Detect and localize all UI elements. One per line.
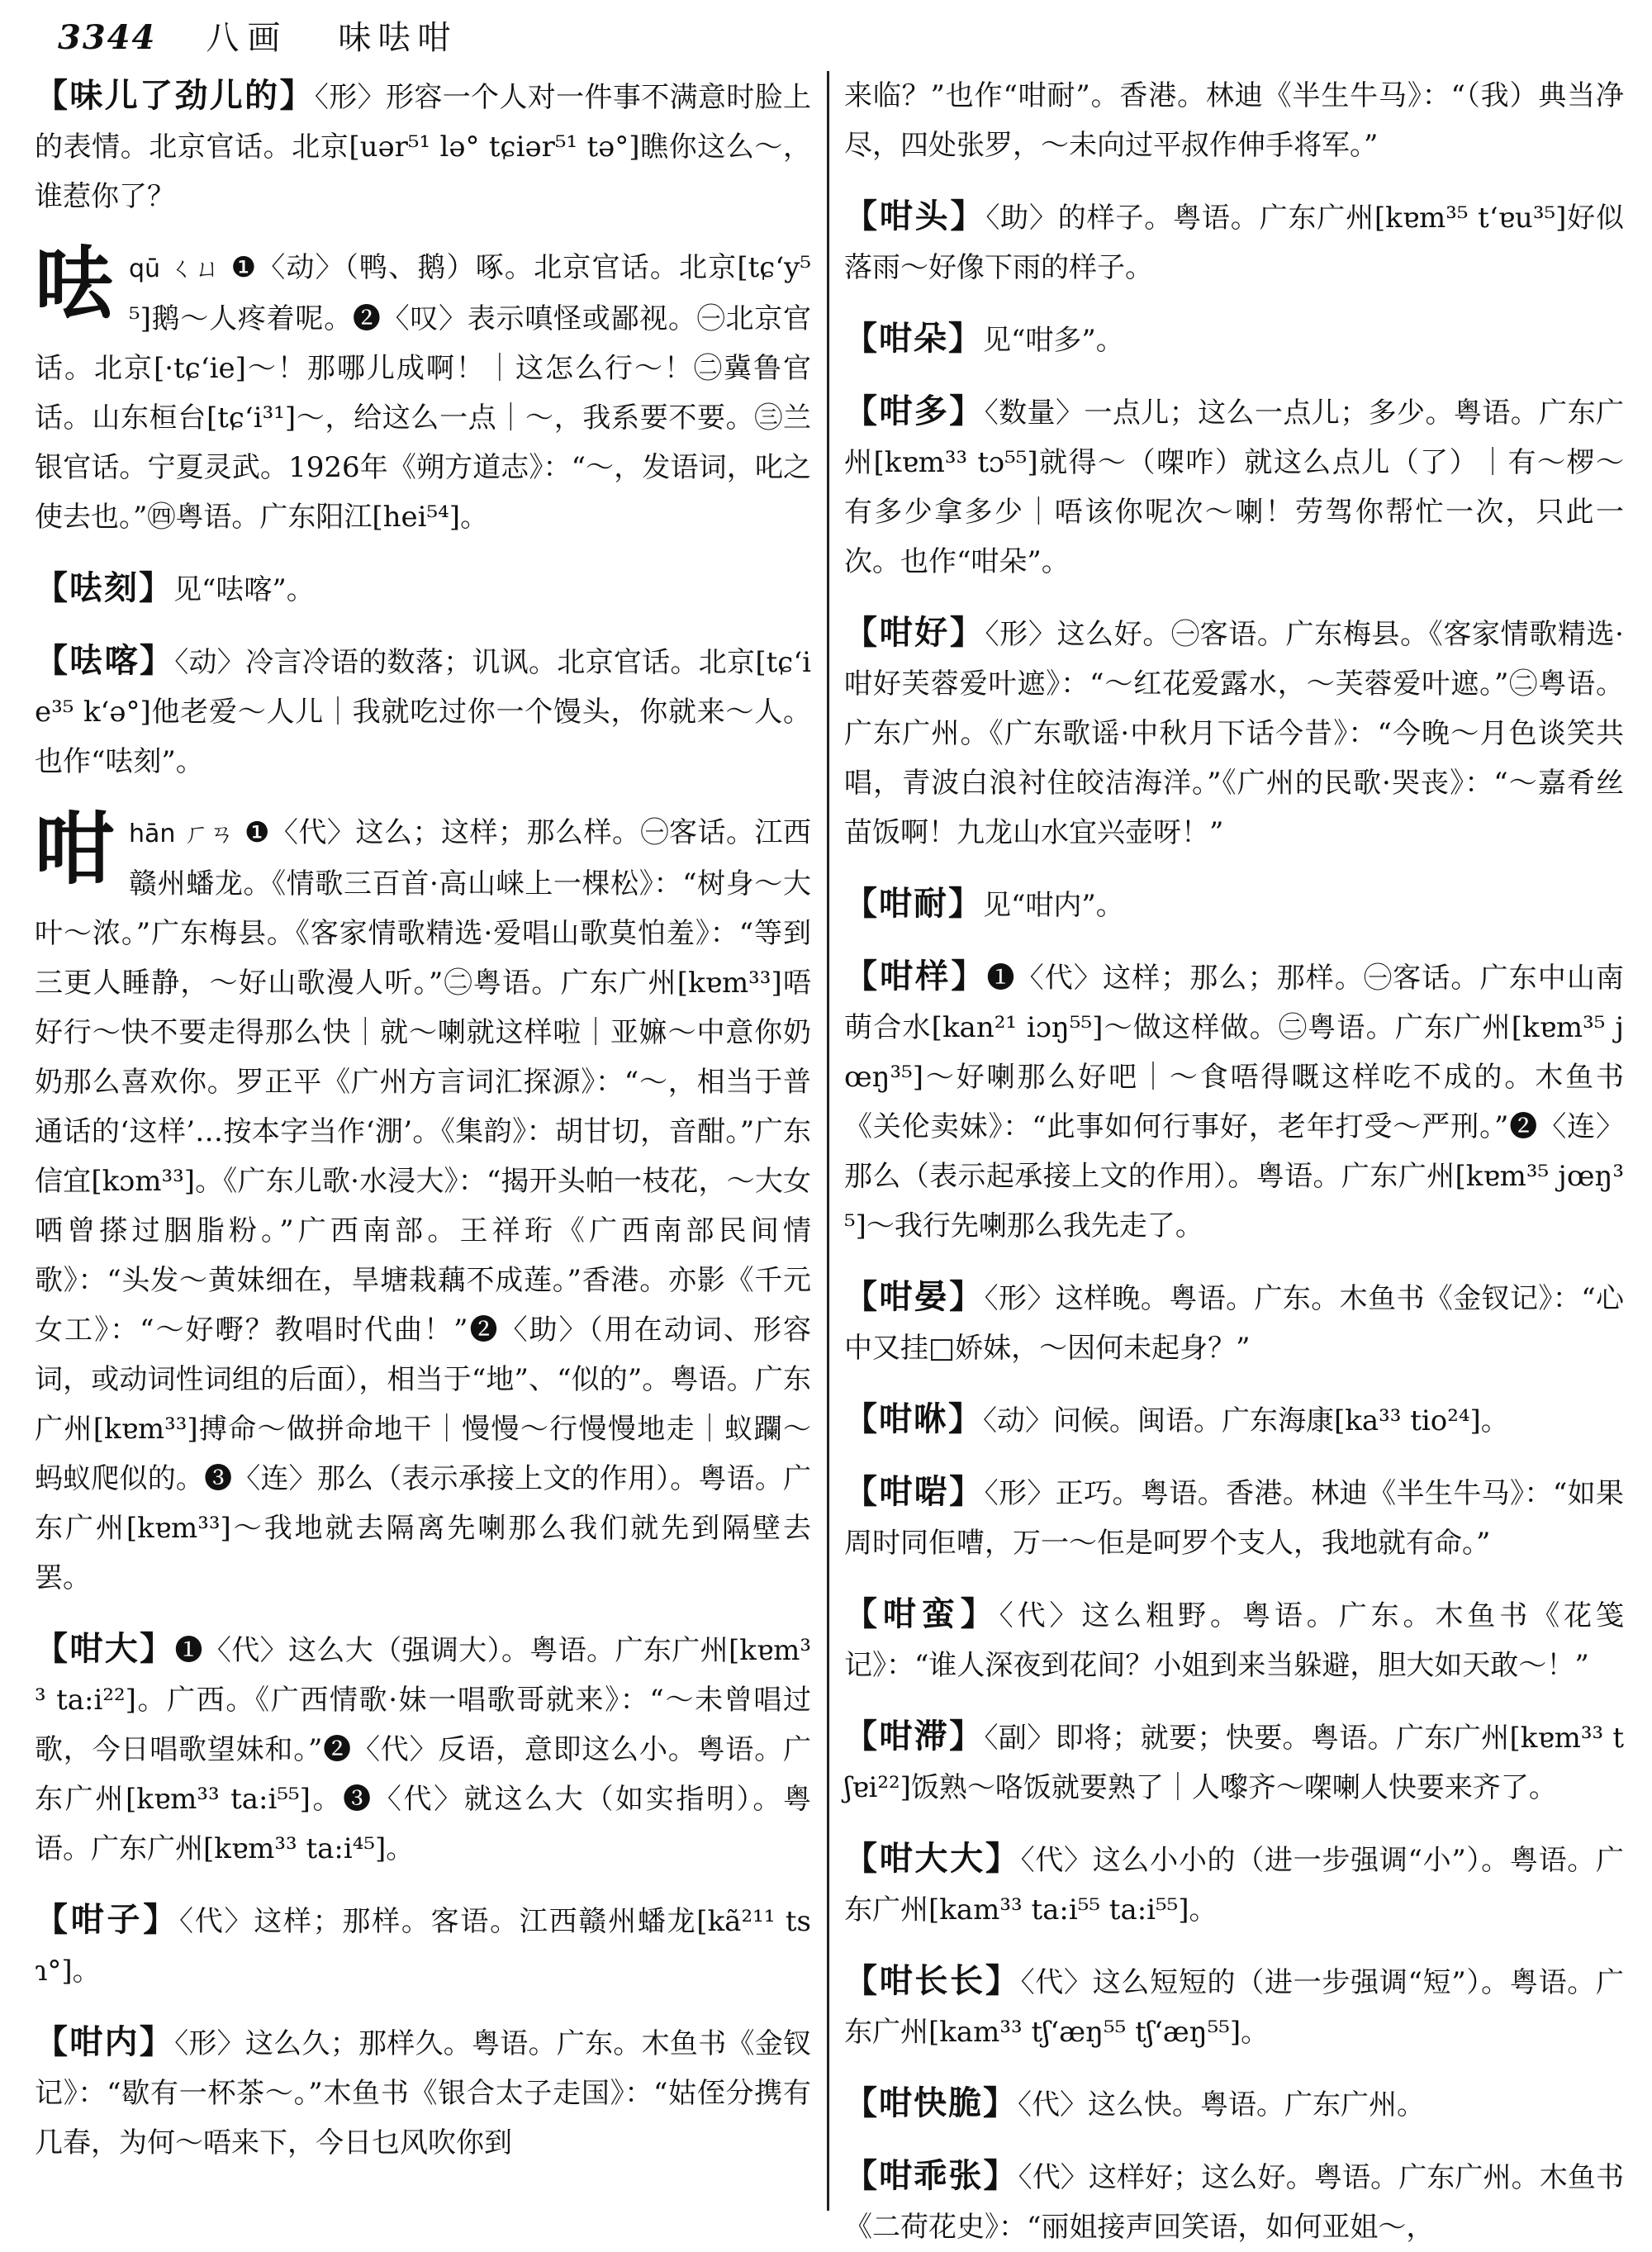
entry-headword: 【咁大】 (35, 1629, 175, 1668)
dictionary-entry (35, 1624, 811, 1874)
entry-definition: 〈助〉的样子。粤语。广东广州[kɐm³⁵ t‘ɐu³⁵]好似落雨～好像下雨的样子。 (844, 202, 1624, 284)
zhuyin: ㄏㄢ (183, 820, 235, 848)
dictionary-entry (844, 314, 1624, 365)
dictionary-entry (844, 1834, 1624, 1935)
entry-headword: 【咁样】 (844, 957, 987, 995)
right-column (844, 71, 1625, 2244)
entry-definition: 〈动〉冷言冷语的数落；讥讽。北京官话。北京[tɕ‘ie³⁵ k‘ə°]他老爱～人儿｜我就吃过你一个馒头，你就来～人。也作“呿刻”。 (35, 646, 812, 778)
entry-definition: ❶〈动〉（鸭、鹅）啄。北京官话。北京[tɕ‘y⁵⁵]鹅～人疼着呢。❷〈叹〉表示嗔怪或鄙视。㊀北京官话。北京[·tɕ‘ie]～！那哪儿成啊！｜这怎么行～！㊁冀鲁官话。山东桓台[tɕ‘i³¹]～，给这么一点｜～，我系要不要。㊂兰银官话。宁夏灵武。1926年《朔方道志》：“～，发语词，叱之使去也。”㊃粤语。广东阳江[hei⁵⁴]。 (35, 251, 811, 534)
entry-definition: 见“咁多”。 (983, 324, 1124, 357)
dictionary-entry (844, 1956, 1624, 2057)
entry-headword: 【咁蛮】 (844, 1594, 999, 1633)
dictionary-entry (35, 1895, 811, 1996)
entry-definition: 〈代〉这么快。粤语。广东广州。 (1018, 2088, 1425, 2121)
entry-definition: ❶〈代〉这么大（强调大）。粤语。广东广州[kɐm³³ ta:i²²]。广西。《广西情歌·妹一唱歌哥就来》：“～未曾唱过歌，今日唱歌望妹和。”❷〈代〉反语，意即这么小。粤语。广东广州[kɐm³³ ta:i⁵⁵]。❸〈代〉就这么大（如实指明）。粤语。广东广州[kɐm³³ ta:i⁴⁵]。 (35, 1634, 811, 1865)
dictionary-entry (844, 387, 1624, 587)
entry-definition: ❶〈代〉这么；这样；那么样。㊀客话。江西赣州蟠龙。《情歌三百首·高山崃上一棵松》：“树身～大叶～浓。”广东梅县。《客家情歌精选·爱唱山歌莫怕羞》：“等到三更人睡静，～好山歌漫人听。”㊁粤语。广东广州[kɐm³³]唔好行～快不要走得那么快｜就～喇就这样啦｜亚嫲～中意你奶奶那么喜欢你。罗正平《广州方言词汇探源》：“～，相当于普通话的‘这样’…按本字当作‘淜’。《集韵》：胡甘切，音酣。”广东信宜[kɔm³³]。《广东儿歌·水浸大》：“揭开头帕一枝花，～大女哂曾搽过胭脂粉。”广西南部。王祥珩《广西南部民间情歌》：“头发～黄妹细在，旱塘栽藕不成莲。”香港。亦影《千元女工》：“～好嘢？教唱时代曲！”❷〈助〉（用在动词、形容词，或动词性词组的后面），相当于“地”、“似的”。粤语。广东广州[kɐm³³]搏命～做拼命地干｜慢慢～行慢慢地走｜蚁躝～蚂蚁爬似的。❸〈连〉那么（表示承接上文的作用）。粤语。广东广州[kɐm³³]～我地就去隔离先喇那么我们就先到隔壁去罢。 (35, 816, 811, 1594)
header-characters: 味呿咁 (338, 19, 458, 57)
entry-definition: 〈代〉这么小小的（进一步强调“小”）。粤语。广东广州[kam³³ ta:i⁵⁵ ta:i⁵⁵]。 (844, 1844, 1624, 1927)
entry-headword: 【咁好】 (844, 613, 985, 652)
dictionary-entry (844, 1712, 1624, 1813)
pinyin: hān (129, 820, 176, 848)
entry-headword: 【咁耐】 (844, 884, 983, 923)
entry-definition: 〈形〉这样晚。粤语。广东。木鱼书《金钗记》：“心中又挂□娇妹，～因何未起身？” (844, 1282, 1624, 1365)
zhuyin: ㄑㄩ (169, 254, 221, 283)
entry-headword: 【咁多】 (844, 392, 985, 430)
dictionary-entry (844, 879, 1624, 930)
dictionary-entry (844, 1394, 1624, 1446)
entry-headword: 【咁快脆】 (844, 2083, 1018, 2122)
entry-definition: 〈代〉这样好；这么好。粤语。广东广州。木鱼书《二荷花史》：“丽姐接声回笑语，如何亚姐～， (844, 2161, 1624, 2244)
entry-definition: 〈代〉这样；那样。客语。江西赣州蟠龙[kã²¹¹ tsɿ°]。 (35, 1905, 811, 1988)
page-number: 3344 (58, 18, 157, 57)
entry-definition: 〈形〉正巧。粤语。香港。林迪《半生牛马》：“如果周时同佢嘈，万一～佢是呵罗个支人，我地就有命。” (844, 1477, 1624, 1560)
dictionary-entry (844, 192, 1624, 292)
entry-definition: 〈形〉这么好。㊀客语。广东梅县。《客家情歌精选·咁好芙蓉爱叶遮》：“～红花爱露水，～芙蓉爱叶遮。”㊁粤语。广东广州。《广东歌谣·中秋月下话今昔》：“今晚～月色谈笑共唱，青波白浪衬住皎洁海洋。”《广州的民歌·哭丧》：“～嘉肴丝苗饭啊！九龙山水宜兴壶呀！” (844, 618, 1624, 849)
entry-definition: 〈副〉即将；就要；快要。粤语。广东广州[kɐm³³ tʃɐi²²]饭熟～咯饭就要熟了｜人嚟齐～㗎喇人快要来齐了。 (844, 1722, 1625, 1804)
entry-headword: 【味儿了劲儿的】 (35, 76, 315, 115)
dictionary-entry (844, 1272, 1624, 1373)
entry-headword: 【咁大大】 (844, 1839, 1021, 1878)
entry-headword: 【咁晏】 (844, 1277, 985, 1316)
entry-headword: 【咁内】 (35, 2022, 175, 2061)
entry-headword: 【咁咻】 (844, 1399, 983, 1438)
dictionary-entry (844, 1467, 1624, 1568)
left-column (35, 71, 811, 2219)
entry-headword: 【咁啱】 (844, 1472, 985, 1511)
entry-definition: 见“咁内”。 (983, 889, 1124, 922)
section-label: 八画 (206, 19, 289, 57)
entry-headword: 【咁朵】 (844, 319, 983, 358)
dictionary-entry (35, 563, 811, 615)
dictionary-entry (35, 2017, 811, 2168)
entry-definition: ❶〈代〉这样；那么；那样。㊀客话。广东中山南萌合水[kan²¹ iɔŋ⁵⁵]～做这样做。㊁粤语。广东广州[kɐm³⁵ jœŋ³⁵]～好喇那么好吧｜～食唔得嘅这样吃不成的。木鱼书《关伦卖妹》：“此事如何行事好，老年打受～严刑。”❷〈连〉那么（表示起承接上文的作用）。粤语。广东广州[kɐm³⁵ jœŋ³⁵]～我行先喇那么我先走了。 (844, 962, 1625, 1242)
dictionary-entry (844, 1589, 1624, 1690)
character-entry (35, 237, 811, 542)
entry-headword: 【咁长长】 (844, 1961, 1021, 2000)
pinyin: qū (129, 254, 161, 283)
dictionary-entry (844, 608, 1624, 858)
entry-definition: 来临？”也作“咁耐”。香港。林迪《半生牛马》：“（我）典当净尽，四处张罗，～未向过平叔作伸手将军。” (844, 79, 1624, 162)
entry-headword: 【咁子】 (35, 1900, 179, 1939)
entry-headword: 【呿喀】 (35, 641, 175, 680)
page-header (58, 12, 457, 61)
entry-headword: 【咁乖张】 (844, 2156, 1018, 2195)
entry-continuation (844, 71, 1624, 170)
entry-headword: 【咁头】 (844, 197, 986, 235)
entry-definition: 〈形〉形容一个人对一件事不满意时脸上的表情。北京官话。北京[uər⁵¹ lə° tɕiər⁵¹ tə°]瞧你这么～，谁惹你了？ (35, 81, 812, 213)
head-character: 呿 (35, 237, 114, 330)
entry-headword: 【呿刻】 (35, 568, 173, 607)
entry-definition: 〈代〉这么短短的（进一步强调“短”）。粤语。广东广州[kam³³ tʃ‘æŋ⁵⁵ tʃ‘æŋ⁵⁵]。 (844, 1966, 1624, 2049)
entry-definition: 〈代〉这么粗野。粤语。广东。木鱼书《花笺记》：“谁人深夜到花间？小姐到来当躲避，胆大如天敢～！” (844, 1599, 1625, 1682)
entry-definition: 〈形〉这么久；那样久。粤语。广东。木鱼书《金钗记》：“歇有一杯茶～。”木鱼书《银合太子走国》：“姑侄分携有几春，为何～唔来下，今日乜风吹你到 (35, 2027, 811, 2159)
entry-definition: 〈数量〉一点儿；这么一点儿；多少。粤语。广东广州[kɐm³³ tɔ⁵⁵]就得～（㗎咋）就这么点儿（了）｜有～椤～有多少拿多少｜唔该你呢次～喇！劳驾你帮忙一次，只此一次。也作“咁朵”。 (844, 397, 1625, 578)
dictionary-entry (35, 636, 811, 786)
dictionary-entry (844, 2079, 1624, 2130)
column-divider (827, 71, 829, 2211)
dictionary-entry (35, 71, 811, 221)
entry-headword: 【咁滞】 (844, 1717, 985, 1756)
head-character: 咁 (35, 802, 114, 896)
dictionary-entry (844, 2151, 1624, 2252)
entry-definition: 见“呿喀”。 (173, 573, 315, 606)
character-entry (35, 802, 811, 1603)
dictionary-entry (844, 952, 1624, 1251)
entry-definition: 〈动〉问候。闽语。广东海康[ka³³ tio²⁴]。 (983, 1404, 1509, 1437)
